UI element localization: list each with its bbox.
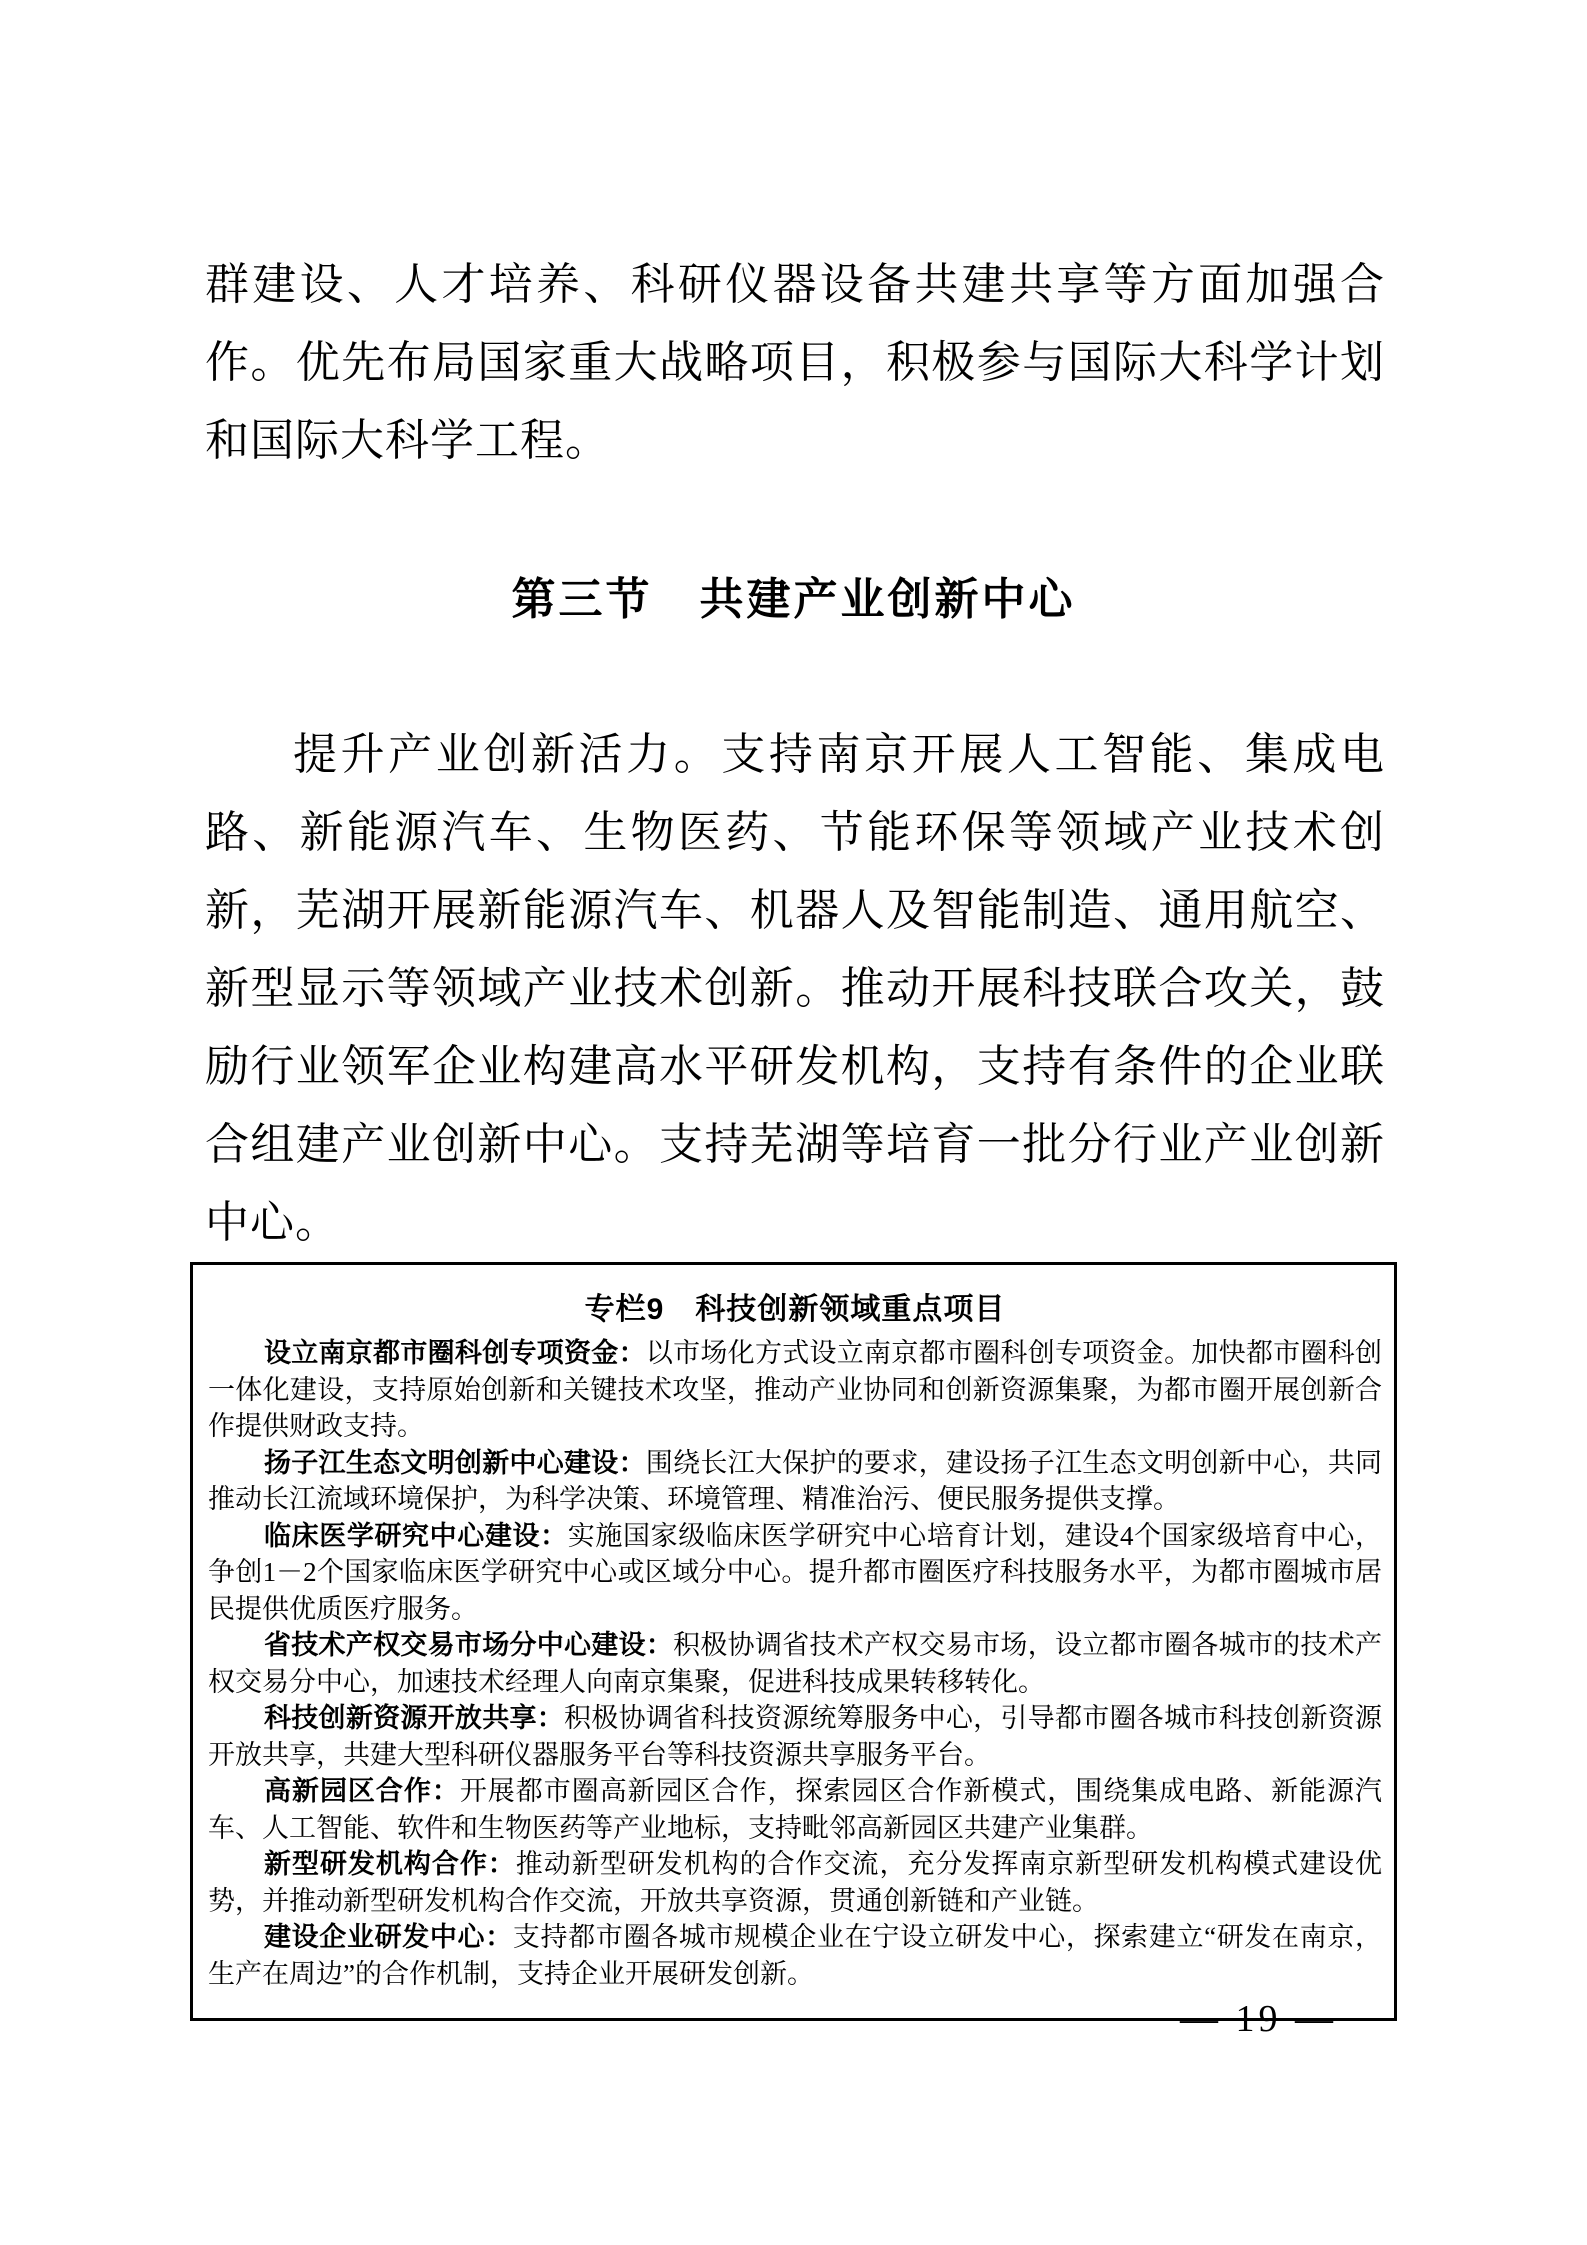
box-item-text: 积极协调省技术产权交易市场，设立都市圈各城市的技术产权交易分中心，加速技术经理人向南京集聚，促进科技成果转移转化。 <box>208 1630 1382 1697</box>
body-paragraph-continuation: 群建设、人才培养、科研仪器设备共建共享等方面加强合作。优先布局国家重大战略项目，积极参与国际大科学计划和国际大科学工程。 <box>205 260 1385 465</box>
box-item <box>208 1773 1382 1846</box>
section-heading: 第三节 共建产业创新中心 <box>511 575 1076 624</box>
box-item-lead: 扬子江生态文明创新中心建设： <box>264 1447 646 1478</box>
box-item-lead: 建设企业研发中心： <box>264 1922 513 1952</box>
box-title: 专栏9 科技创新领域重点项目 <box>584 1293 1006 1326</box>
box-item <box>208 1627 1382 1700</box>
box-item-lead: 新型研发机构合作： <box>264 1849 516 1879</box>
box-item <box>208 1919 1382 1992</box>
box-item-text: 以市场化方式设立南京都市圈科创专项资金。加快都市圈科创一体化建设，支持原始创新和关键技术攻坚，推动产业协同和创新资源集聚，为都市圈开展创新合作提供财政支持。 <box>208 1338 1383 1441</box>
box-item-lead: 省技术产权交易市场分中心建设： <box>264 1630 674 1660</box>
box-item <box>208 1335 1382 1445</box>
box-item-lead: 科技创新资源开放共享： <box>264 1703 565 1733</box>
page-number: — 19 — <box>1180 1998 1337 2040</box>
box-item-lead: 临床医学研究中心建设： <box>264 1520 568 1551</box>
body-paragraph-main: 提升产业创新活力。支持南京开展人工智能、集成电路、新能源汽车、生物医药、节能环保等领域产业技术创新，芜湖开展新能源汽车、机器人及智能制造、通用航空、新型显示等领域产业技术创新。推动开展科技联合攻关，鼓励行业领军企业构建高水平研发机构，支持有条件的企业联合组建产业创新中心。支持芜湖等培育一批分行业产业创新中心。 <box>205 730 1385 1247</box>
box-item-lead: 高新园区合作： <box>264 1776 460 1806</box>
box-item-text: 推动新型研发机构的合作交流，充分发挥南京新型研发机构模式建设优势，并推动新型研发机构合作交流，开放共享资源，贯通创新链和产业链。 <box>208 1849 1383 1916</box>
feature-box <box>190 1262 1397 2021</box>
page-content <box>190 0 1397 2021</box>
box-item <box>208 1518 1382 1628</box>
box-item-text: 开展都市圈高新园区合作，探索园区合作新模式，围绕集成电路、新能源汽车、人工智能、软件和生物医药等产业地标，支持毗邻高新园区共建产业集群。 <box>208 1776 1383 1843</box>
box-item <box>208 1700 1382 1773</box>
box-item <box>208 1445 1382 1518</box>
box-item-text: 实施国家级临床医学研究中心培育计划，建设4个国家级培育中心，争创1－2个国家临床医学研究中心或区域分中心。提升都市圈医疗科技服务水平，为都市圈城市居民提供优质医疗服务。 <box>208 1520 1383 1624</box>
box-item-lead: 设立南京都市圈科创专项资金： <box>264 1338 646 1368</box>
box-item-text: 积极协调省科技资源统筹服务中心，引导都市圈各城市科技创新资源开放共享，共建大型科研仪器服务平台等科技资源共享服务平台。 <box>208 1703 1383 1770</box>
box-item <box>208 1846 1382 1919</box>
box-item-text: 支持都市圈各城市规模企业在宁设立研发中心，探索建立“研发在南京，生产在周边”的合作机制，支持企业开展研发创新。 <box>208 1922 1383 1989</box>
box-item-text: 围绕长江大保护的要求，建设扬子江生态文明创新中心，共同推动长江流域环境保护，为科学决策、环境管理、精准治污、便民服务提供支撑。 <box>208 1447 1383 1514</box>
